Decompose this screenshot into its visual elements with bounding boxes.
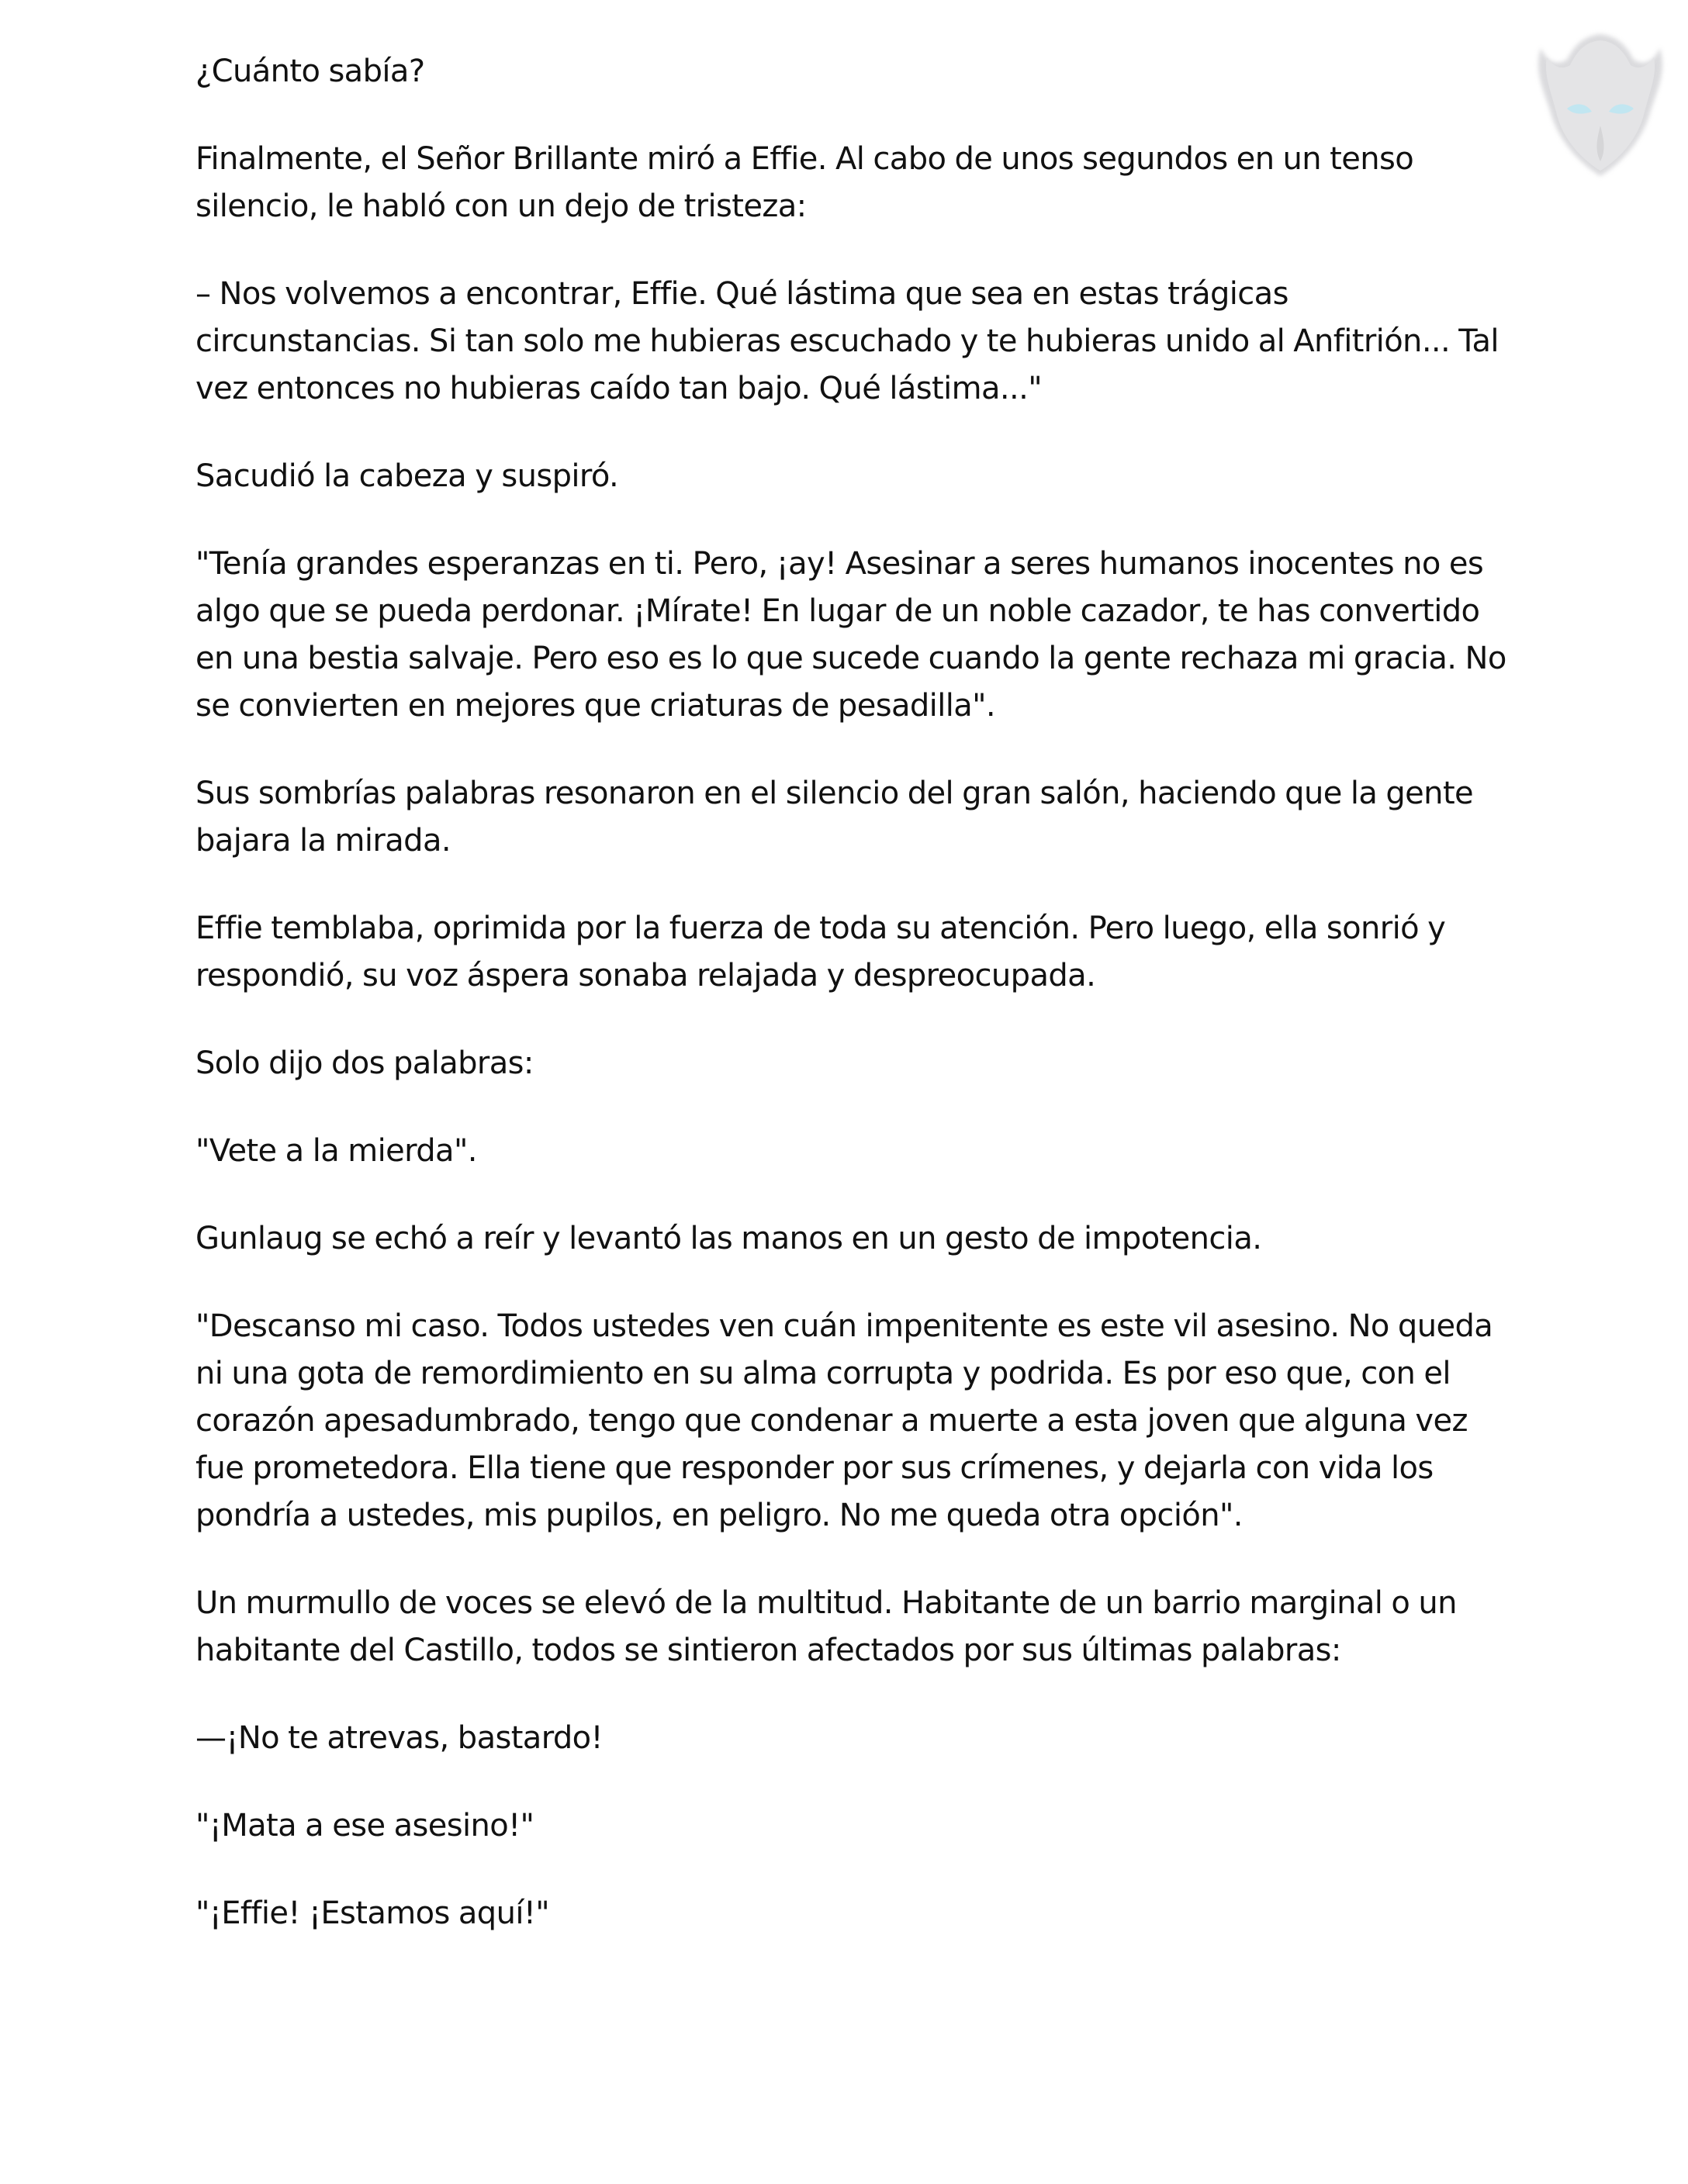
paragraph: "¡Mata a ese asesino!"	[195, 1808, 534, 1844]
demon-mask-logo-icon	[1527, 17, 1674, 188]
paragraph: Un murmullo de voces se elevó de la multitud. Habitante de un barrio marginal o un habitante del Castillo, todos se sintieron afectados por sus últimas palabras:	[195, 1585, 1457, 1668]
paragraph: —¡No te atrevas, bastardo!	[195, 1720, 603, 1756]
paragraph: Sacudió la cabeza y suspiró.	[195, 458, 619, 494]
document-body	[195, 48, 1506, 1978]
paragraph: "Tenía grandes esperanzas en ti. Pero, ¡ay! Asesinar a seres humanos inocentes no es algo que se pueda perdonar. ¡Mírate! En lugar de un noble cazador, te has convertido en una bestia salvaje. Pero eso es lo que sucede cuando la gente rechaza mi gracia. No se convierten en mejores que criaturas de pesadilla".	[195, 546, 1506, 724]
paragraph: "¡Effie! ¡Estamos aquí!"	[195, 1895, 550, 1931]
paragraph: Sus sombrías palabras resonaron en el silencio del gran salón, haciendo que la gente bajara la mirada.	[195, 776, 1474, 859]
paragraph: Finalmente, el Señor Brillante miró a Effie. Al cabo de unos segundos en un tenso silencio, le habló con un dejo de tristeza:	[195, 141, 1414, 224]
paragraph: Gunlaug se echó a reír y levantó las manos en un gesto de impotencia.	[195, 1221, 1262, 1256]
paragraph: – Nos volvemos a encontrar, Effie. Qué lástima que sea en estas trágicas circunstancias. Si tan solo me hubieras escuchado y te hubieras unido al Anfitrión... Tal vez entonces no hubieras caído tan bajo. Qué lástima..."	[195, 276, 1499, 406]
paragraph: ¿Cuánto sabía?	[195, 54, 425, 89]
paragraph: Solo dijo dos palabras:	[195, 1045, 534, 1081]
paragraph: "Descanso mi caso. Todos ustedes ven cuán impenitente es este vil asesino. No queda ni una gota de remordimiento en su alma corrupta y podrida. Es por eso que, con el corazón apesadumbrado, tengo que condenar a muerte a esta joven que alguna vez fue prometedora. Ella tiene que responder por sus crímenes, y dejarla con vida los pondría a ustedes, mis pupilos, en peligro. No me queda otra opción".	[195, 1308, 1493, 1533]
paragraph: "Vete a la mierda".	[195, 1133, 477, 1169]
paragraph: Effie temblaba, oprimida por la fuerza de toda su atención. Pero luego, ella sonrió y respondió, su voz áspera sonaba relajada y despreocupada.	[195, 911, 1446, 994]
